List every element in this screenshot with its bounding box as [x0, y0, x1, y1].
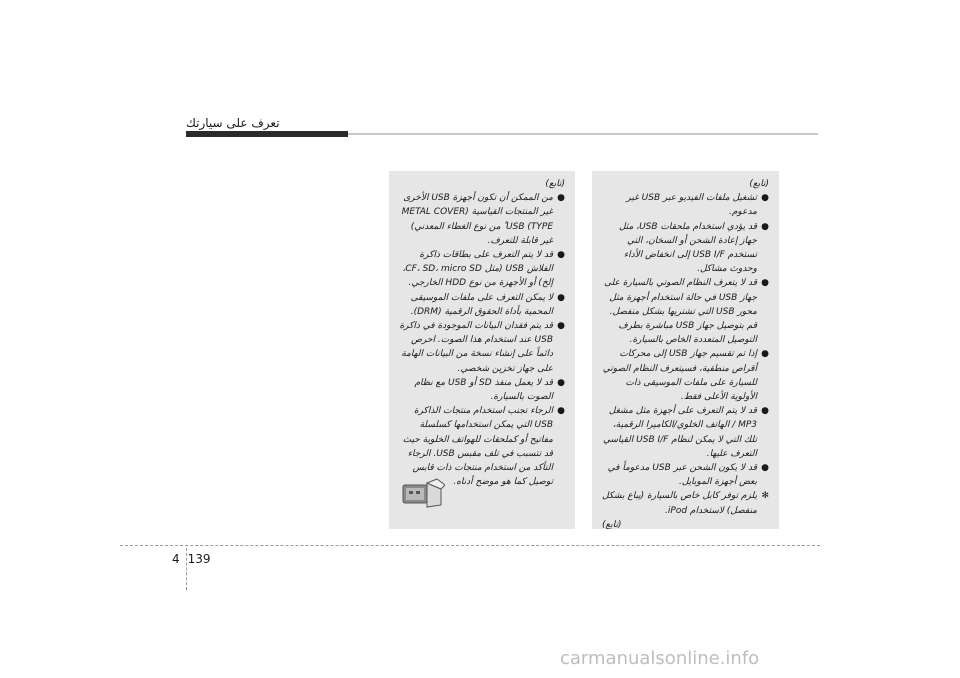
- column-heading: (تابع): [545, 179, 565, 189]
- page-header-title: تعرف على سيارتك: [186, 116, 280, 130]
- page-number: [172, 552, 211, 566]
- list-item: ● الرجاء تجنب استخدام منتجات الذاكرة USB التي يمكن استخدامها كسلسلة مفاتيح أو كملحقات للهواتف الخلوية حيث قد تتسبب في تلف مقبس USB. الرجاء التأكد من استخدام منتجات ذات قابس توصيل كما هو موضح أدناه.: [402, 406, 565, 488]
- section-number: 4: [172, 552, 180, 566]
- list-item: ● تشغيل ملفات الفيديو عبر USB غير مدعوم.: [626, 193, 769, 218]
- watermark: carmanualsonline.info: [560, 648, 760, 669]
- bullet-icon: ●: [761, 221, 769, 232]
- notes-column-left: [389, 171, 575, 529]
- bullet-icon: ●: [557, 377, 565, 388]
- column-heading: (تابع): [749, 179, 769, 189]
- header-bar-dark: [186, 131, 348, 137]
- bullet-icon: ●: [557, 406, 565, 417]
- list-item: ● قد لا يعمل منفذ SD أو USB مع نظام الصوت بالسيارة.: [414, 377, 565, 403]
- page-number-value: 139: [187, 552, 211, 566]
- header-bar-light: [348, 133, 818, 135]
- list-item: ● قد يؤدي استخدام ملحقات USB، مثل جهاز إعادة الشحن أو السخان، التي تستخدم USB I/F إلى انخفاض الأداء وحدوث مشاكل.: [618, 221, 769, 275]
- notes-list: [602, 191, 769, 489]
- bullet-icon: ●: [557, 321, 565, 332]
- notes-list: [399, 191, 565, 489]
- list-item: ● لا يمكن التعرف على ملفات الموسيقى المحمية بأداة الحقوق الرقمية (DRM).: [410, 292, 565, 317]
- list-item: ● قد لا يتم التعرف على أجهزة مثل مشغل MP3 / الهاتف الخلوي/الكاميرا الرقمية، تلك التي لا يمكن لنظام USB I/F القياسي التعرف عليها.: [602, 406, 769, 459]
- star-icon: ✻: [761, 491, 769, 502]
- list-item: ● قد لا يتم التعرف على بطاقات ذاكرة الفلاش USB (مثل CF، SD، micro SD، إلخ) أو الأجهزة من نوع HDD الخارجي.: [402, 250, 565, 289]
- list-item: ● إذا تم تقسيم جهاز USB إلى محركات أقراص منطقية، فسيتعرف النظام الصوتي للسيارة على ملفات الموسيقى ذات الأولوية الأعلى فقط.: [602, 349, 769, 403]
- ipod-cable-note: ✻ يلزم توفر كابل خاص بالسيارة (يباع بشكل منفصل) لاستخدام iPod.: [602, 491, 769, 516]
- list-item: ● من الممكن أن تكون أجهزة USB الأخرى غير المنتجات القياسية (METAL COVER TYPE) USB ٌ من نوع الغطاء المعدني) غير قابلة للتعرف.: [401, 193, 565, 246]
- bullet-icon: ●: [761, 278, 769, 289]
- bullet-icon: ●: [761, 193, 769, 204]
- continued-label: (تابع): [602, 519, 622, 529]
- bullet-icon: ●: [557, 292, 565, 303]
- bullet-icon: ●: [761, 463, 769, 474]
- list-item: ● قد يتم فقدان البيانات الموجودة في ذاكرة USB عند استخدام هذا الصوت. احرص دائماً على إنشاء نسخة من البيانات الهامة على جهاز تخزين شخصي.: [399, 321, 565, 374]
- list-item: ● قد لا يتعرف النظام الصوتي بالسيارة على جهاز USB في حالة استخدام أجهزة مثل محور USB التي تشتريها بشكل منفصل. قم بتوصيل جهاز USB مباشرة بطرف التوصيل المتعددة الخاص بالسيارة.: [604, 278, 769, 346]
- bullet-icon: ●: [761, 349, 769, 360]
- footer-divider: [120, 545, 820, 546]
- usb-plug-icon: [401, 475, 445, 515]
- bullet-icon: ●: [557, 193, 565, 204]
- bullet-icon: ●: [761, 406, 769, 417]
- list-item: ● قد لا يكون الشحن عبر USB مدعوماً في بعض أجهزة الموبايل.: [607, 463, 769, 488]
- notes-column-right: [592, 171, 779, 529]
- bullet-icon: ●: [557, 250, 565, 261]
